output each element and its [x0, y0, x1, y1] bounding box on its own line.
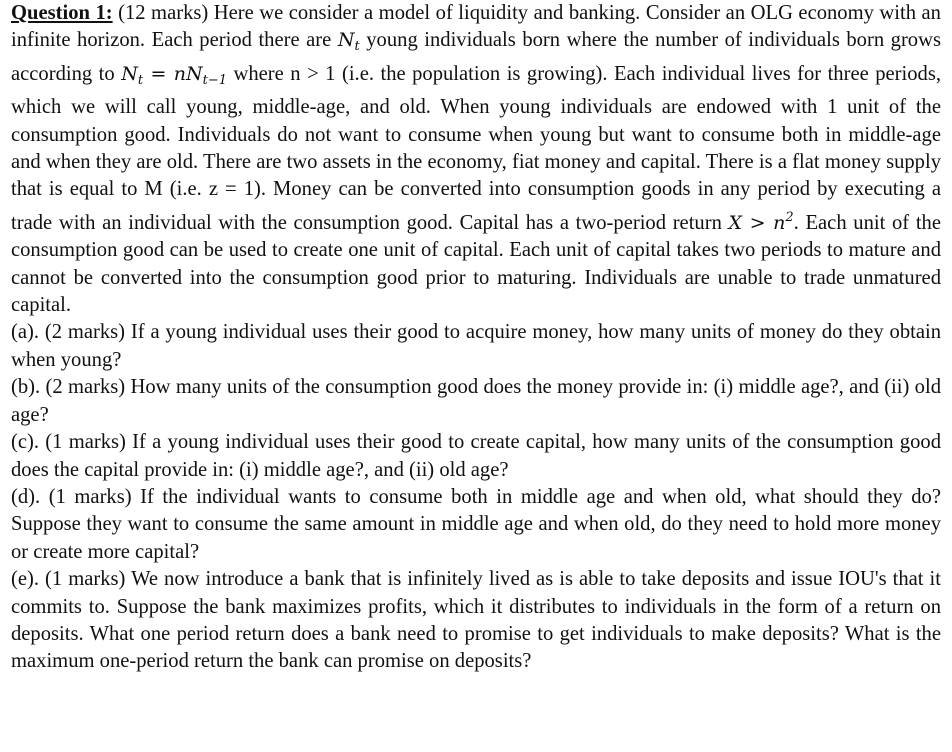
- part-d: (d). (1 marks) If the individual wants to consume both in middle age and when old, what should they do? Suppose they want to consume the same amount in middle age and when old, do they need to hold more money or create more capital?: [11, 485, 941, 563]
- question-document: [11, 0, 941, 676]
- growth-equation: $N_t = nN_{t-1}$: [121, 62, 227, 88]
- intro-text-3: where n > 1 (i.e. the population is growing). Each individual lives for three periods, which we will call young, middle-age, and old. When young individuals are endowed with 1 unit of the consumption good. Individuals do not want to consume when young but want to consume both in middle-age and when they are old. There are two assets in the economy, fiat money and capital. There is a flat money supply that is equal to M (i.e. z = 1). Money can be converted into consumption goods in any period by executing a trade with an individual with the consumption good. Capital has a two-period return: [11, 62, 941, 234]
- part-a: (a). (2 marks) If a young individual uses their good to acquire money, how many units of money do they obtain when young?: [11, 321, 941, 371]
- intro-text-4: . Each unit of the consumption good can be used to create one unit of capital. Each unit of capital takes two periods to mature and cannot be converted into the consumption good prior to maturing. Individuals are unable to trade unmatured capital.: [11, 211, 941, 317]
- question-title: Question 1:: [11, 2, 113, 24]
- part-e: (e). (1 marks) We now introduce a bank that is infinitely lived as is able to take deposits and issue IOU's that it commits to. Suppose the bank maximizes profits, which it distributes to individuals in the form of a return on deposits. What one period return does a bank need to promise to get individuals to make deposits? What is the maximum one-period return the bank can promise on deposits?: [11, 568, 941, 673]
- return-inequality: $X > n^2$: [728, 209, 794, 234]
- intro-text-2: young individuals born where the number of individuals born grows according to: [11, 29, 941, 85]
- var-n-t: $N_t$: [337, 29, 360, 55]
- question-intro: [11, 0, 941, 319]
- intro-text-1: Here we consider a model of liquidity and banking. Consider an OLG economy with an infinite horizon. Each period there are: [11, 2, 941, 52]
- part-c: (c). (1 marks) If a young individual uses their good to create capital, how many units of the consumption good does the capital provide in: (i) middle age?, and (ii) old age?: [11, 431, 941, 481]
- part-b: (b). (2 marks) How many units of the consumption good does the money provide in: (i) middle age?, and (ii) old age?: [11, 376, 941, 426]
- question-marks: (12 marks): [118, 2, 209, 24]
